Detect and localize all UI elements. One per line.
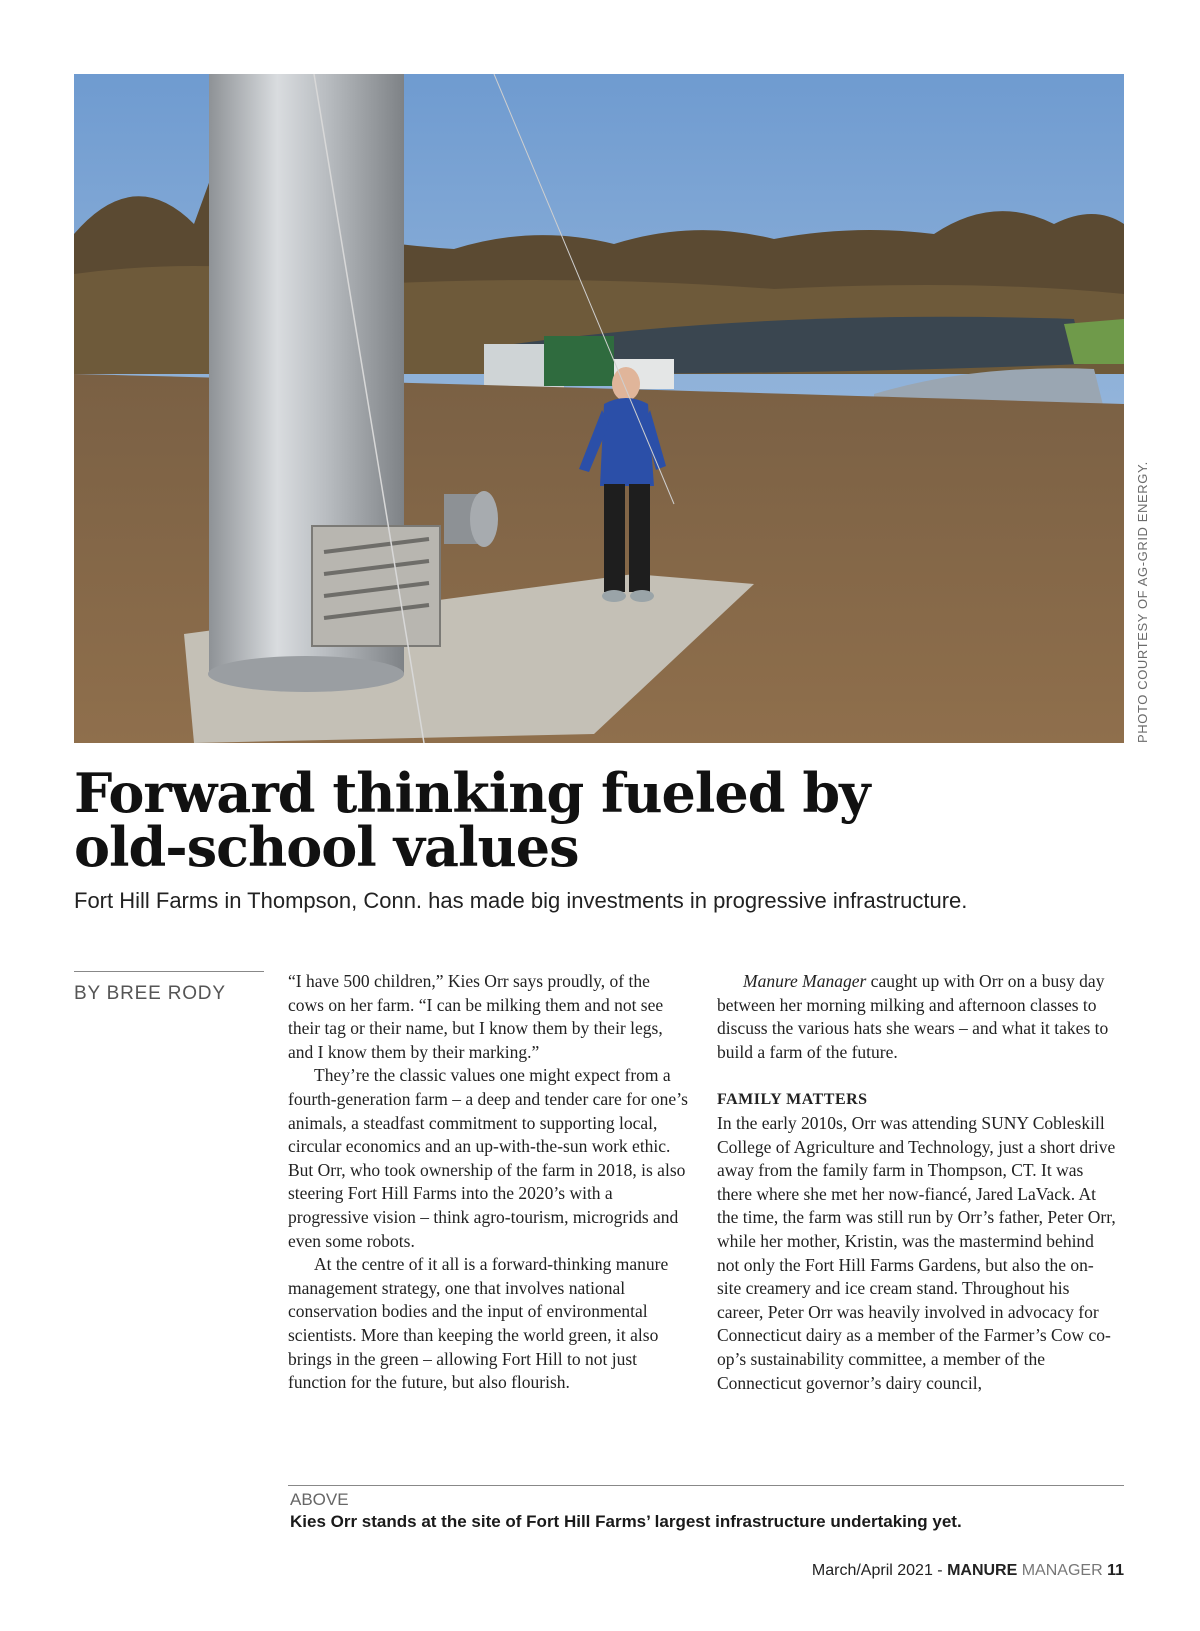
article-column-2 bbox=[717, 970, 1117, 1395]
paragraph: At the centre of it all is a forward-thinking manure management strategy, one that involves national conservation bodies and the input of environmental scientists. More than keeping the world green, it also brings in the green – allowing Fort Hill to not just function for the future, but also flourish. bbox=[288, 1254, 669, 1393]
paragraph-text: caught up with Orr on a busy day between her morning milking and afternoon classes to discuss the various hats she wears – and what it takes to build a farm of the future. bbox=[717, 971, 1109, 1062]
paragraph: “I have 500 children,” Kies Orr says proudly, of the cows on her farm. “I can be milking them and not see their tag or their name, but I know them by their legs, and I know them by their marking.” bbox=[288, 971, 664, 1062]
page-footer bbox=[812, 1562, 1124, 1580]
byline-rule bbox=[74, 971, 264, 972]
byline: BY BREE RODY bbox=[74, 983, 226, 1004]
section-subhead: FAMILY MATTERS bbox=[717, 1091, 868, 1109]
headline-line-1: Forward thinking fueled by bbox=[74, 761, 870, 825]
caption-rule bbox=[288, 1485, 1124, 1486]
paragraph: They’re the classic values one might expect from a fourth-generation farm – a deep and tender care for one’s animals, a steadfast commitment to supporting local, circular economics and an up-with-the-sun work ethic. But Orr, who took ownership of the farm in 2018, is also steering Fort Hill Farms into the 2020’s with a progressive vision – think agro-tourism, microgrids and even some robots. bbox=[288, 1065, 688, 1251]
caption-label: ABOVE bbox=[290, 1490, 349, 1509]
magazine-name-bold: MANURE bbox=[947, 1562, 1018, 1579]
magazine-name-light: MANAGER bbox=[1017, 1562, 1108, 1579]
headline bbox=[74, 761, 1134, 879]
headline-line-2: old-school values bbox=[74, 815, 579, 879]
page-number: 11 bbox=[1107, 1562, 1124, 1579]
photo-caption: Kies Orr stands at the site of Fort Hill Farms’ largest infrastructure undertaking yet. bbox=[290, 1512, 962, 1531]
paragraph: In the early 2010s, Orr was attending SUNY Cobleskill College of Agriculture and Technology, just a short drive away from the family farm in Thompson, CT. It was there where she met her now-fiancé, Jared LaVack. At the time, the farm was still run by Orr’s father, Peter Orr, while her mother, Kristin, was the mastermind behind not only the Fort Hill Farms Gardens, but also the on-site creamery and ice cream stand. Throughout his career, Peter Orr was heavily involved in advocacy for Connecticut dairy as a member of the Farmer’s Cow co-op’s sustainability committee, a member of the Connecticut governor’s dairy council, bbox=[717, 1112, 1116, 1393]
deck-subtitle: Fort Hill Farms in Thompson, Conn. has made big investments in progressive infrastructure. bbox=[74, 888, 968, 913]
photo-illustration bbox=[74, 74, 1124, 743]
paragraph bbox=[717, 970, 1117, 1064]
publication-name: Manure Manager bbox=[743, 971, 867, 991]
article-column-1 bbox=[288, 970, 688, 1395]
photo-credit: PHOTO COURTESY OF AG-GRID ENERGY. bbox=[1135, 461, 1150, 743]
lead-photo bbox=[74, 74, 1124, 743]
issue-date: March/April 2021 - bbox=[811, 1562, 948, 1579]
